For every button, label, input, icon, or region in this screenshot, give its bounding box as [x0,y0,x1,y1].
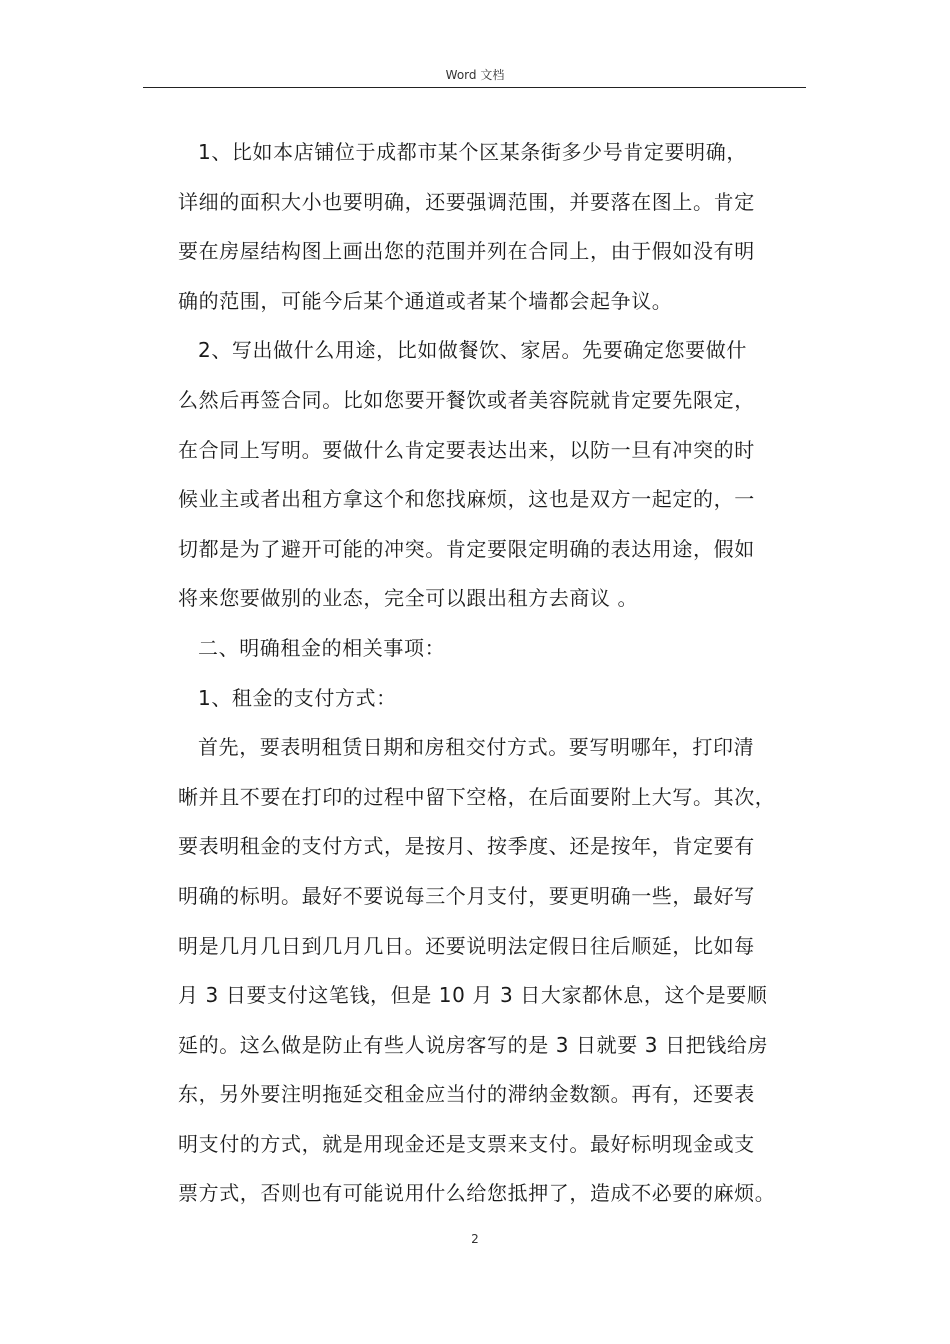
paragraph-line: 首先，要表明租赁日期和房租交付方式。要写明哪年，打印清 [198,735,755,760]
paragraph-line: 确的范围，可能今后某个通道或者某个墙都会起争议。 [178,288,673,313]
paragraph-line: 在合同上写明。要做什么肯定要表达出来，以防一旦有冲突的时 [178,437,755,462]
paragraph-line: 候业主或者出租方拿这个和您找麻烦，这也是双方一起定的，一 [178,487,755,512]
section-heading: 二、明确租金的相关事项： [198,635,446,660]
paragraph-line: 票方式，否则也有可能说用什么给您抵押了，造成不必要的麻烦。 [178,1181,776,1206]
paragraph-line: 月 3 日要支付这笔钱，但是 10 月 3 日大家都休息，这个是要顺 [178,983,768,1008]
paragraph-line: 明确的标明。最好不要说每三个月支付，要更明确一些，最好写 [178,883,755,908]
paragraph-line: 将来您要做别的业态，完全可以跟出租方去商议 。 [178,586,639,611]
paragraph-line: 延的。这么做是防止有些人说房客写的是 3 日就要 3 日把钱给房 [178,1032,769,1057]
page-number: 2 [471,1232,479,1246]
paragraph-line: 明支付的方式，就是用现金还是支票来支付。最好标明现金或支 [178,1131,755,1156]
paragraph-line: 2、写出做什么用途，比如做餐饮、家居。先要确定您要做什 [198,338,747,363]
document-body [178,128,818,1219]
subsection-heading: 1、租金的支付方式： [198,685,397,710]
header-divider [143,87,806,88]
paragraph-line: 1、比如本店铺位于成都市某个区某条街多少号肯定要明确， [198,140,747,164]
paragraph-line: 详细的面积大小也要明确，还要强调范围，并要落在图上。肯定 [178,189,755,214]
paragraph-line: 么然后再签合同。比如您要开餐饮或者美容院就肯定要先限定， [178,387,755,412]
paragraph-line: 切都是为了避开可能的冲突。肯定要限定明确的表达用途，假如 [178,536,755,561]
paragraph-line: 东，另外要注明拖延交租金应当付的滞纳金数额。再有，还要表 [178,1082,755,1107]
paragraph-line: 明是几月几日到几月几日。还要说明法定假日往后顺延，比如每 [178,933,755,958]
paragraph-line: 晰并且不要在打印的过程中留下空格，在后面要附上大写。其次， [178,784,776,809]
paragraph-line: 要在房屋结构图上画出您的范围并列在合同上，由于假如没有明 [178,239,755,264]
paragraph-line: 要表明租金的支付方式，是按月、按季度、还是按年，肯定要有 [178,834,755,859]
page-header-title: Word 文档 [445,68,505,82]
